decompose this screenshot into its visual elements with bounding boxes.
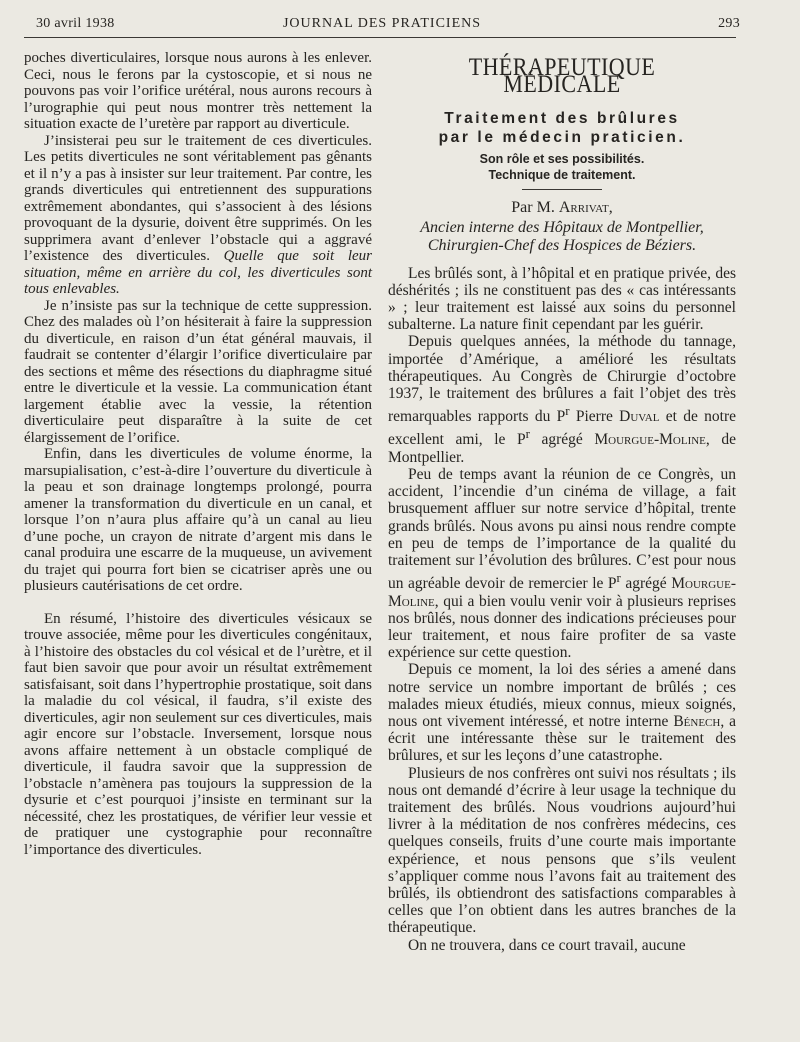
paragraph: Les brûlés sont, à l’hôpital et en pratique privée, des déshérités ; ils ne constituent pas des « cas intéressants » ; leur traitement est laissé aux soins du personnel subalterne. La nature finit cependant par les guérir. — [388, 264, 736, 334]
text-run: Depuis ce moment, la loi des séries a amené dans notre service un nombre important de brûlés ; ces malades mieux étudiés, mieux connus, mieux soignés, nous ont vivement intéressé, et notre interne — [388, 661, 736, 731]
paragraph — [388, 466, 736, 661]
superscript: r — [616, 570, 621, 586]
article-body — [388, 265, 736, 954]
affiliation-line: Ancien interne des Hôpitaux de Montpellier, — [420, 218, 704, 236]
text-run: , a écrit une intéressante thèse sur le traitement des brûlures, et sur les leçons d’une catastrophe. — [388, 713, 736, 765]
title-rule — [522, 189, 602, 190]
text-run: agrégé — [529, 431, 595, 449]
running-header — [24, 14, 740, 36]
header-journal-title: JOURNAL DES PRATICIENS — [282, 16, 482, 31]
paragraph-gap — [24, 595, 372, 611]
paragraph: poches diverticulaires, lorsque nous aurons à les enlever. Ceci, nous le ferons par la cystoscopie, et si nous ne pouvons pas voir l’orifice urétéral, nous aurons recours à l’urographie qui peut nous montrer très nettement la situation exacte de l’uretère par rapport au diverticule. — [24, 50, 372, 132]
text-run: Depuis quelques années, la méthode du tannage, importée d’Amérique, a amélioré les résultats thérapeutiques. Au Congrès de Chirurgie d’octobre 1937, le traitement des brûlures a fait l’objet des très remarquables rapports du P — [388, 333, 736, 426]
paragraph — [24, 133, 372, 298]
author-name: Arrivat, — [558, 199, 613, 216]
byline — [388, 200, 736, 217]
byline-prefix: Par M. — [511, 199, 555, 216]
text-run: Pierre — [569, 408, 620, 426]
text-run: , de Montpellier. — [388, 431, 736, 466]
article-title-line: par le médecin praticien. — [438, 129, 686, 146]
superscript: r — [525, 426, 530, 442]
paragraph: En résumé, l’histoire des diverticules vésicaux se trouve associée, même pour les diverticules congénitaux, à l’histoire des obstacles du col vésical et de l’urètre, et il faut bien savoir que pour avoir un résultat extrêmement satisfaisant, soit dans l’hypertrophie prostatique, soit dans la maladie du col vésical, il faudra, s’il existe des diverticules, agir non seulement sur ces diverticules, mais agir encore sur l’obstacle. Inversement, lorsque nous avons affaire nettement à un obstacle compliqué de diverticule, il faudra savoir que la suppression de l’obstacle n’amènera pas toujours la suppression de la dysurie et c’est pourquoi j’insiste en terminant sur la nécessité, chez les prostatiques, de vérifier leur vessie et de pratiquer une cystographie pour reconnaître l’importance des diverticules. — [24, 610, 372, 858]
header-date: 30 avril 1938 — [36, 16, 115, 31]
text-run: et de notre excellent ami, le P — [388, 408, 736, 449]
italic-phrase: Quelle que soit leur situation, même en arrière du col, les diverticules sont tous enlevables. — [24, 248, 372, 297]
paragraph: Enfin, dans les diverticules de volume énorme, la marsupialisation, c’est-à-dire l’ouverture du diverticule à la peau et son drainage longtemps prolongé, pourra amener la transformation du diverticule en un canal, et lorsque l’on n’aura plus affaire qu’à un canal au lieu d’une poche, un crayon de nitrate d’argent mis dans le canal produira une escarre de la muqueuse, un avivement du trajet qui pourra fort bien se cicatriser après une ou plusieurs cautérisations de cet ordre. — [24, 446, 372, 594]
paragraph: Je n’insiste pas sur la technique de cette suppression. Chez des malades où l’on hésiterait à faire la suppression du diverticule, en raison d’un état général mauvais, il faudrait se contenter d’élargir l’orifice diverticulaire par des sections et même des résections du diaphragme situé entre le diverticule et la vessie. La communication étant largement établie avec la vessie, la rétention diverticulaire peut disparaître à la suite de cet élargissement de l’orifice. — [24, 297, 372, 446]
person-name: Mourgue-Moline — [594, 431, 706, 449]
person-name: Mourgue-Moline — [388, 575, 736, 610]
author-affiliation — [388, 219, 736, 255]
article-subtitle-line: Technique de traitement. — [488, 168, 636, 182]
affiliation-line: Chirurgien-Chef des Hospices de Béziers. — [427, 236, 697, 254]
article-subtitle — [388, 151, 736, 183]
superscript: r — [565, 403, 570, 419]
text-run: agrégé — [620, 575, 672, 593]
paragraph-text: J’insisterai peu sur le traitement de ces diverticules. Les petits diverticules ne sont véritablement pas gênants et il n’y a pas à insister sur leur traitement. Par contre, les grands diverticules qui entretiennent des suppurations extrêmement abondantes, qui s’associent à des lésions provoquant de la dysurie, doivent être supprimés. On les supprimera avant d’enlever l’obstacle qui a aggravé l’existence des diverticules. — [24, 132, 372, 264]
text-run: , qui a bien voulu venir voir à plusieurs reprises nos brûlés, nous donner des indications précieuses pour leur traitement, et nous faire profiter de sa vaste expérience sur cette question. — [388, 592, 736, 662]
paragraph: Plusieurs de nos confrères ont suivi nos résultats ; ils nous ont demandé d’écrire à leur usage la technique du traitement des brûlés. Nous voudrions aujourd’hui livrer à la méditation de nos confrères médecins, ces quelques conseils, fruits d’une courte mais importante expérience, et nous pensons que s’ils veulent s’appliquer comme nous l’avons fait au traitement des brûlés, ils obtiendront des satisfactions comparables à celles que l’on obtient dans les autres branches de la thérapeutique. — [388, 764, 736, 937]
paragraph — [388, 661, 736, 764]
article-title-line: Traitement des brûlures — [444, 110, 680, 127]
article-title — [388, 109, 736, 147]
paragraph — [388, 333, 736, 466]
header-rule — [24, 37, 736, 38]
text-run: Peu de temps avant la réunion de ce Congrès, un accident, l’incendie d’un cinéma de village, a fait brusquement affluer sur notre service d’hôpital, trente grands brûlés. Nous avons pu ainsi nous rendre compte en peu de temps de l’importance de la qualité du traitement sur l’évolution des brûlures. C’est pour nous un agréable devoir de remercier le P — [388, 466, 736, 593]
article-subtitle-line: Son rôle et ses possibilités. — [479, 152, 645, 166]
paragraph: On ne trouvera, dans ce court travail, aucune — [408, 936, 686, 954]
left-column — [24, 50, 372, 858]
header-page-number: 293 — [718, 16, 740, 31]
person-name: Bénech — [673, 713, 721, 731]
section-title: THÉRAPEUTIQUE MÉDICALE — [468, 54, 656, 98]
person-name: Duval — [619, 408, 660, 426]
right-column — [388, 50, 736, 954]
